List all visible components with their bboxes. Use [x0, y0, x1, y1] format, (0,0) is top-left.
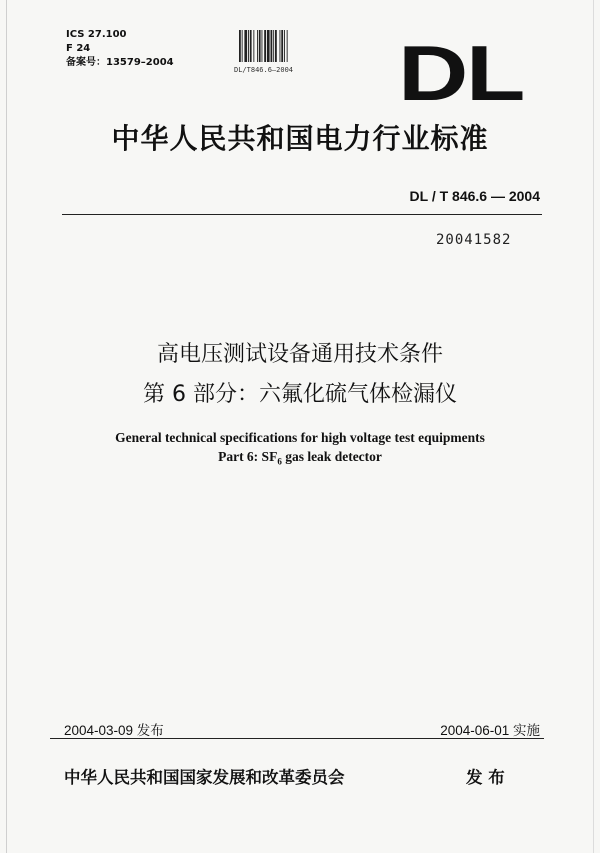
barcode-stripe — [262, 30, 263, 62]
footer-divider — [50, 738, 544, 739]
barcode-stripe — [273, 30, 274, 62]
barcode-stripe — [275, 30, 277, 62]
barcode-stripe — [259, 30, 261, 62]
title-en-line1: General technical specifications for high voltage test equipments — [115, 430, 485, 445]
title-en-suffix: gas leak detector — [281, 449, 382, 464]
dl-logo: DL — [398, 29, 523, 117]
barcode-stripe — [239, 30, 241, 62]
title-en-subscript: 6 — [277, 456, 282, 467]
publish-label: 发 布 — [466, 768, 505, 787]
org-title: 中华人民共和国电力行业标准 — [111, 122, 489, 155]
title-en-prefix: Part 6: SF — [218, 449, 278, 464]
barcode-image — [238, 30, 306, 62]
barcode-stripe — [284, 30, 285, 62]
title-en-line2 — [40, 449, 560, 467]
barcode-stripe — [281, 30, 283, 62]
title-cn-line1: 高电压测试设备通用技术条件 — [156, 342, 443, 367]
barcode-stripe — [257, 30, 258, 62]
barcode-stripe — [287, 30, 288, 62]
barcode-stripe — [242, 30, 243, 62]
header-divider — [62, 214, 542, 215]
barcode-stripe — [244, 30, 247, 62]
record-number: 备案号：13579–2004 — [66, 57, 174, 68]
barcode-text: DL/T846.6–2004 — [234, 66, 294, 74]
issue-date: 2004-03-09 发布 — [64, 723, 164, 738]
barcode-stripe — [271, 30, 273, 62]
effective-date: 2004-06-01 实施 — [440, 723, 540, 738]
barcode-stripe — [267, 30, 270, 62]
ics-code: ICS 27.100 — [66, 29, 127, 40]
barcode-stripe — [264, 30, 266, 62]
page-edge-left — [6, 0, 7, 853]
issuing-authority: 中华人民共和国国家发展和改革委员会 — [64, 768, 345, 787]
barcode-stripe — [280, 30, 281, 62]
title-cn-line2: 第 6 部分：六氟化硫气体检漏仪 — [143, 382, 457, 407]
standard-number: DL / T 846.6 — 2004 — [409, 188, 540, 204]
barcode-stripe — [250, 30, 252, 62]
ccs-code: F 24 — [66, 43, 91, 54]
classification-block — [66, 28, 174, 70]
barcode-stripe — [248, 30, 249, 62]
page-edge-right — [593, 0, 594, 853]
barcode-stripe — [253, 30, 254, 62]
stamp-number: 20041582 — [436, 232, 512, 248]
